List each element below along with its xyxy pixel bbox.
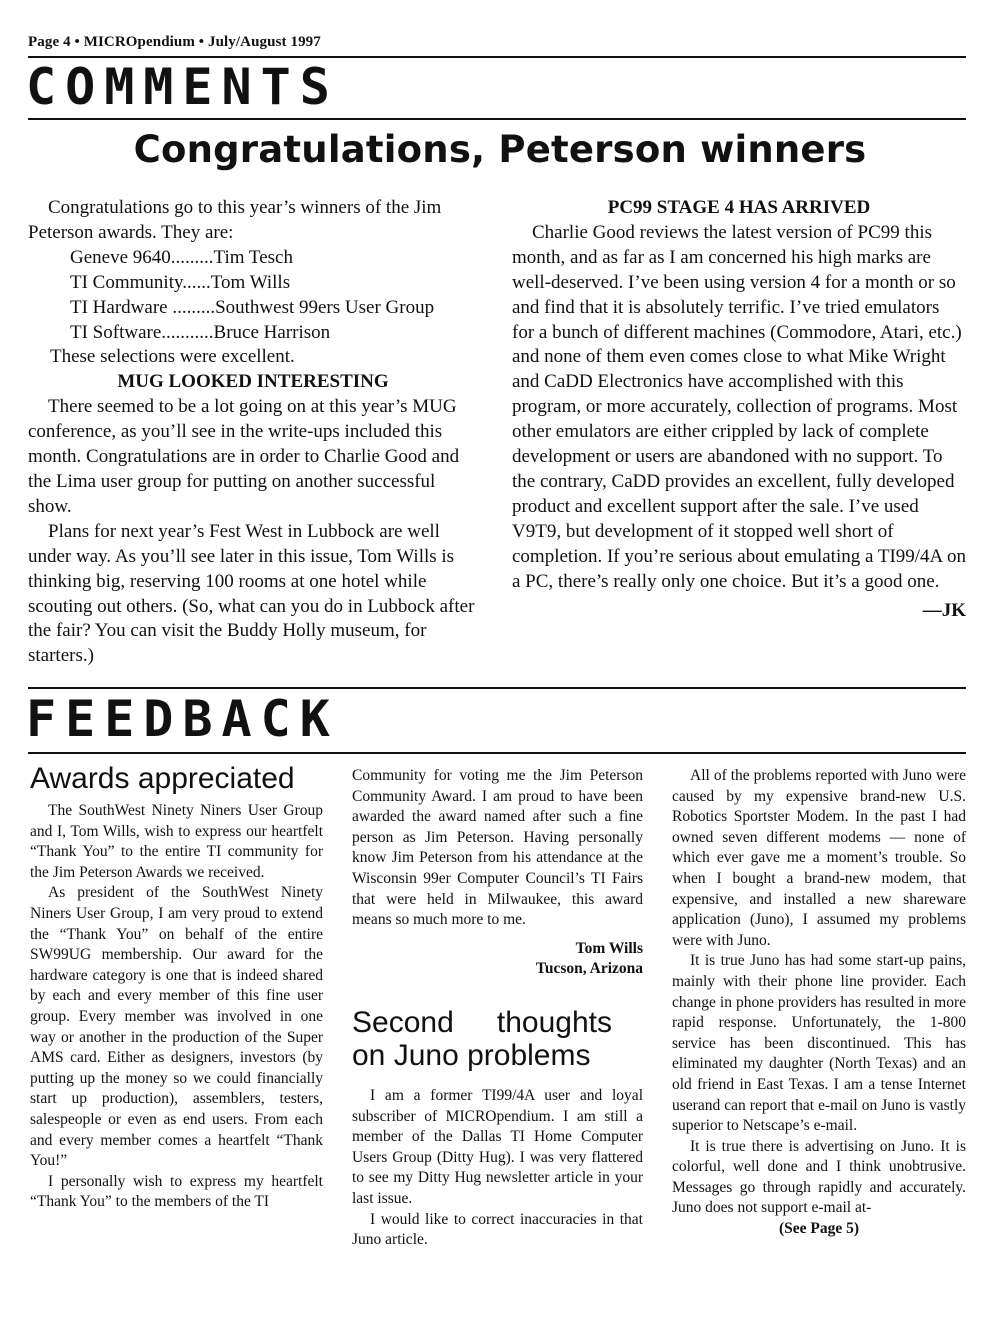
mug-paragraph: There seemed to be a lot going on at this year’s MUG conference, as you’ll see in the write-ups included this month. Congratulations are in order to Charlie Good and the Lima user group for putting on another successful show. [28, 396, 460, 517]
awards-appreciated-heading: Awards appreciated [30, 762, 295, 795]
pc99-paragraph: Charlie Good reviews the latest version of PC99 this month, and as far as I am concerned his high marks are well-deserved. I’ve been using version 4 for a month or so and find that it is absolutely terrific. I’ve tried emulators for a bunch of different machines (Commodore, Atari, etc.) and none of them even comes close to what Mike Wright and CaDD Electronics have accomplished with this program, or more accurately, collection of programs. Most other emulators are either crippled by lack of complete development or users are abandoned with no support. To the contrary, CaDD provides an excellent, fully developed product and excellent support after the sale. I’ve used V9T9, but development of it stopped well short of completion. If you’re serious about emulating a TI99/4A on a PC, there’s really only one choice. But it’s a good one. [512, 221, 966, 592]
selections-note: These selections were excellent. [50, 346, 295, 368]
letter-paragraph: All of the problems reported with Juno were caused by my expensive brand-new U.S. Robotics Sportster Modem. In the past I had owned seven different modems — none of which ever gave me a moment’s trouble. So when I bought a brand-new modem, that expensive, and installed a new shareware application (Juno), I assumed my problems were with Juno. [672, 767, 966, 949]
winner-item: TI Hardware .........Southwest 99ers User Group [70, 296, 435, 318]
comments-rule [28, 118, 966, 120]
letter-paragraph: It is true there is advertising on Juno. It is colorful, well done and I think unobtrusive. Messages go through rapidly and accurately. Juno does not support e-mail at- [672, 1137, 966, 1217]
juno-heading: Second thoughts on Juno problems [352, 1005, 612, 1072]
winner-item: Geneve 9640.........Tim Tesch [70, 246, 293, 268]
continued-link[interactable]: (See Page 5) [778, 1220, 860, 1238]
letter-paragraph: It is true Juno has had some start-up pains, mainly with their phone line provider. Each change in phone providers has resulted in more rapid response. Unfortunately, the 1-800 service has been discontinued. This has eliminated my daughter (North Texas) and an old friend in East Texas. I am a tense Internet userand can report that e-mail on Juno is vastly superior to Netscape’s e-mail. [672, 952, 966, 1135]
fest-west-paragraph: Plans for next year’s Fest West in Lubbock are well under way. As you’ll see later in this issue, Tom Wills is thinking big, reserving 100 rooms at one hotel while scouting out others. (So, what can you do in Lubbock after the fair? You can visit the Buddy Holly museum, for starters.) [28, 520, 475, 667]
running-head: Page 4 • MICROpendium • July/August 1997 [28, 34, 321, 50]
feedback-column-3 [672, 766, 966, 1240]
comments-headline: Congratulations, Peterson winners [133, 128, 867, 171]
letter-paragraph: I would like to correct inaccuracies in that Juno article. [352, 1210, 643, 1249]
letter-signature-place: Tucson, Arizona [535, 960, 643, 978]
comments-left-column [28, 196, 478, 669]
feedback-rule [28, 752, 966, 754]
letter-paragraph: The SouthWest Ninety Niners User Group and I, Tom Wills, wish to express our heartfelt “Thank You” to the entire TI community for the Jim Peterson Awards we received. [30, 802, 323, 881]
letter-signature-name: Tom Wills [575, 939, 643, 957]
letter-paragraph: I personally wish to express my heartfelt “Thank You” to the members of the TI [30, 1172, 323, 1211]
pc99-subhead: PC99 STAGE 4 HAS ARRIVED [607, 197, 871, 218]
mug-subhead: MUG LOOKED INTERESTING [117, 371, 389, 393]
feedback-column-2 [352, 766, 643, 1251]
letter-paragraph: As president of the SouthWest Ninety Niners User Group, I am very proud to extend the “Thank You” on behalf of the entire SW99UG membership. Our award for the hardware category is one that is indeed shared by each and every member of this fine user group. Every member was involved in one way or another in the production of the Super AMS card. Either as designers, investors (by putting up the money so we could financially start up production), assemblers, testers, salespeople or even as end users. From each and every member comes a heartfelt “Thank You!” [30, 884, 323, 1170]
comments-right-column [512, 196, 966, 623]
winner-item: TI Community......Tom Wills [70, 271, 291, 293]
winner-item: TI Software...........Bruce Harrison [70, 321, 331, 343]
intro-paragraph: Congratulations go to this year’s winners of the Jim Peterson awards. They are: [28, 197, 442, 243]
letter-paragraph: Community for voting me the Jim Peterson Community Award. I am proud to have been awarded the award named after such a fine person as Jim Peterson. Having personally know Jim Peterson from his attendance at the Wisconsin 99er Computer Council’s TI Fairs that were held in Milwaukee, this award means so much more to me. [352, 767, 643, 929]
letter-paragraph: I am a former TI99/4A user and loyal subscriber of MICROpendium. I am still a member of the Dallas TI Home Computer Users Group (Ditty Hug). I was very flattered to see my Ditty Hug newsletter article in your last issue. [352, 1086, 643, 1207]
comments-banner: COMMENTS [26, 58, 339, 116]
feedback-banner: FEEDBACK [26, 690, 339, 748]
feedback-top-rule [28, 687, 966, 689]
editor-signature: —JK [922, 599, 966, 621]
feedback-column-1 [30, 762, 323, 1213]
